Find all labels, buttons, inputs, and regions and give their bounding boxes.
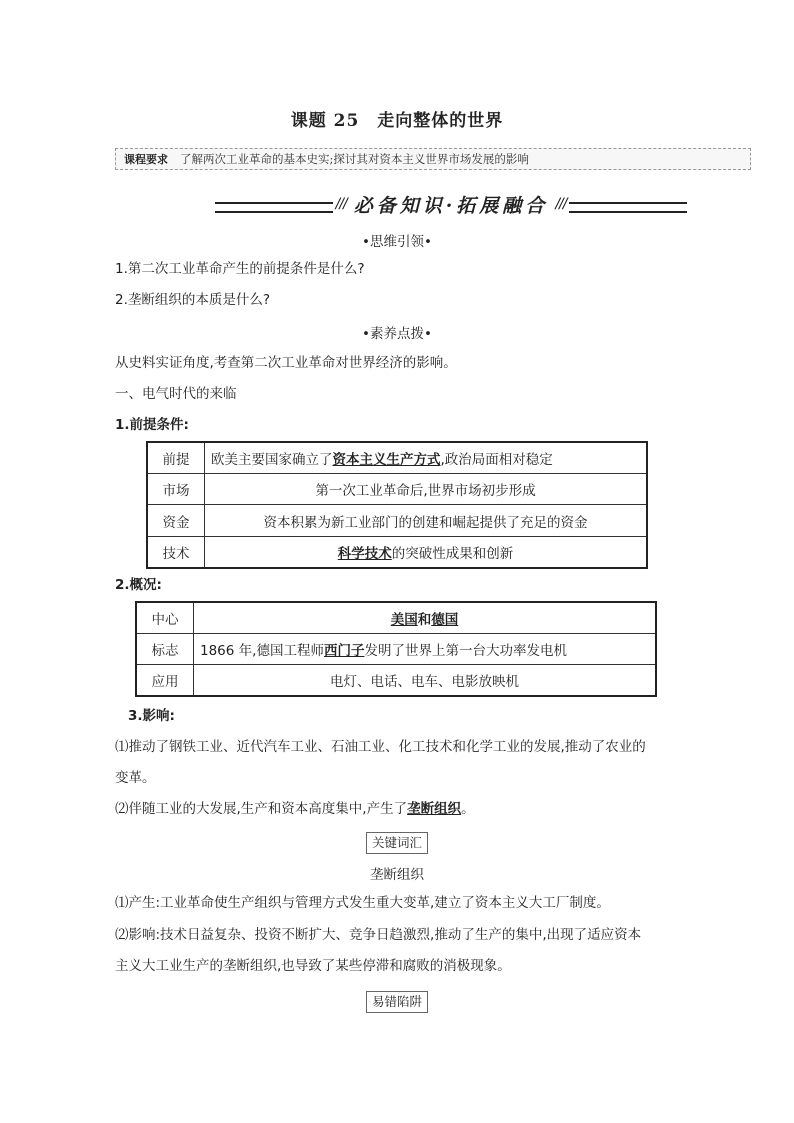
key-term: 资本主义生产方式 <box>332 452 441 469</box>
literacy-text: 从史料实证角度,考查第二次工业革命对世界经济的影响。 <box>115 355 457 371</box>
row-content: 资本积累为新工业部门的创建和崛起提供了充足的资金 <box>205 505 648 536</box>
lesson-number: 课题 25 <box>290 111 360 131</box>
row-content: 欧美主要国家确立了资本主义生产方式,政治局面相对稳定 <box>205 442 648 474</box>
table-row <box>147 442 647 474</box>
row-label: 应用 <box>136 665 194 697</box>
key-vocabulary-term: 垄断组织 <box>370 867 424 883</box>
lesson-title: 走向整体的世界 <box>377 111 504 131</box>
key-vocabulary-label: 关键词汇 <box>366 835 428 851</box>
requirement-label: 课程要求 <box>124 153 168 166</box>
banner-text: 必备知识·拓展融合 <box>353 194 549 217</box>
table-row <box>147 505 647 536</box>
table-row <box>147 536 647 568</box>
keyword-line-2: ⑵影响:技术日益复杂、投资不断扩大、竞争日趋激烈,推动了生产的集中,出现了适应资本 <box>115 927 642 943</box>
row-content: 第一次工业革命后,世界市场初步形成 <box>205 474 648 505</box>
key-term: 科学技术 <box>337 545 392 562</box>
banner-slash-right: /// <box>555 196 567 212</box>
table-row <box>136 665 656 697</box>
page-title <box>0 106 794 131</box>
requirement-text: 了解两次工业革命的基本史实;探讨其对资本主义世界市场发展的影响 <box>180 152 529 166</box>
row-content: 科学技术的突破性成果和创新 <box>205 536 648 568</box>
row-label: 市场 <box>147 474 205 505</box>
row-content: 美国和德国 <box>194 602 657 634</box>
section-banner <box>215 188 687 220</box>
row-content: 电灯、电话、电车、电影放映机 <box>194 665 657 697</box>
keyword-line-1: ⑴产生:工业革命使生产组织与管理方式发生重大变革,建立了资本主义大工厂制度。 <box>115 895 610 911</box>
prerequisite-table <box>146 441 648 569</box>
key-term: 美国 <box>390 612 418 628</box>
key-term: 垄断组织 <box>407 801 462 817</box>
banner-rule-right <box>569 202 687 213</box>
banner-slash-left: /// <box>335 196 347 212</box>
key-term: 西门子 <box>323 643 365 659</box>
literacy-heading: •素养点拨• <box>362 326 432 342</box>
question-2: 2.垄断组织的本质是什么? <box>115 292 271 308</box>
table-row <box>136 634 656 665</box>
row-label: 资金 <box>147 505 205 536</box>
impact-paragraph-2: ⑵伴随工业的大发展,生产和资本高度集中,产生了垄断组织。 <box>115 801 475 817</box>
impact-paragraph-1-line-2: 变革。 <box>115 770 156 786</box>
key-vocabulary-box <box>0 832 794 851</box>
row-content: 1866 年,德国工程师西门子发明了世界上第一台大功率发电机 <box>194 634 657 665</box>
prerequisite-heading: 1.前提条件: <box>115 417 189 433</box>
row-label: 中心 <box>136 602 194 634</box>
question-1: 1.第二次工业革命产生的前提条件是什么? <box>115 261 365 277</box>
part-one-heading: 一、电气时代的来临 <box>115 386 237 402</box>
key-term: 德国 <box>431 612 459 628</box>
pitfall-box <box>0 991 794 1010</box>
row-label: 技术 <box>147 536 205 568</box>
course-requirement-box <box>115 148 751 170</box>
overview-heading: 2.概况: <box>115 577 162 593</box>
banner-rule-left <box>215 202 333 213</box>
impact-heading: 3.影响: <box>128 708 175 724</box>
row-label: 标志 <box>136 634 194 665</box>
thinking-guide-heading: •思维引领• <box>362 234 432 250</box>
row-label: 前提 <box>147 442 205 474</box>
keyword-line-3: 主义大工业生产的垄断组织,也导致了某些停滞和腐败的消极现象。 <box>115 958 511 974</box>
table-row <box>136 602 656 634</box>
pitfall-label: 易错陷阱 <box>366 994 428 1010</box>
impact-paragraph-1-line-1: ⑴推动了钢铁工业、近代汽车工业、石油工业、化工技术和化学工业的发展,推动了农业的 <box>115 739 646 755</box>
table-row <box>147 474 647 505</box>
overview-table <box>135 601 657 697</box>
